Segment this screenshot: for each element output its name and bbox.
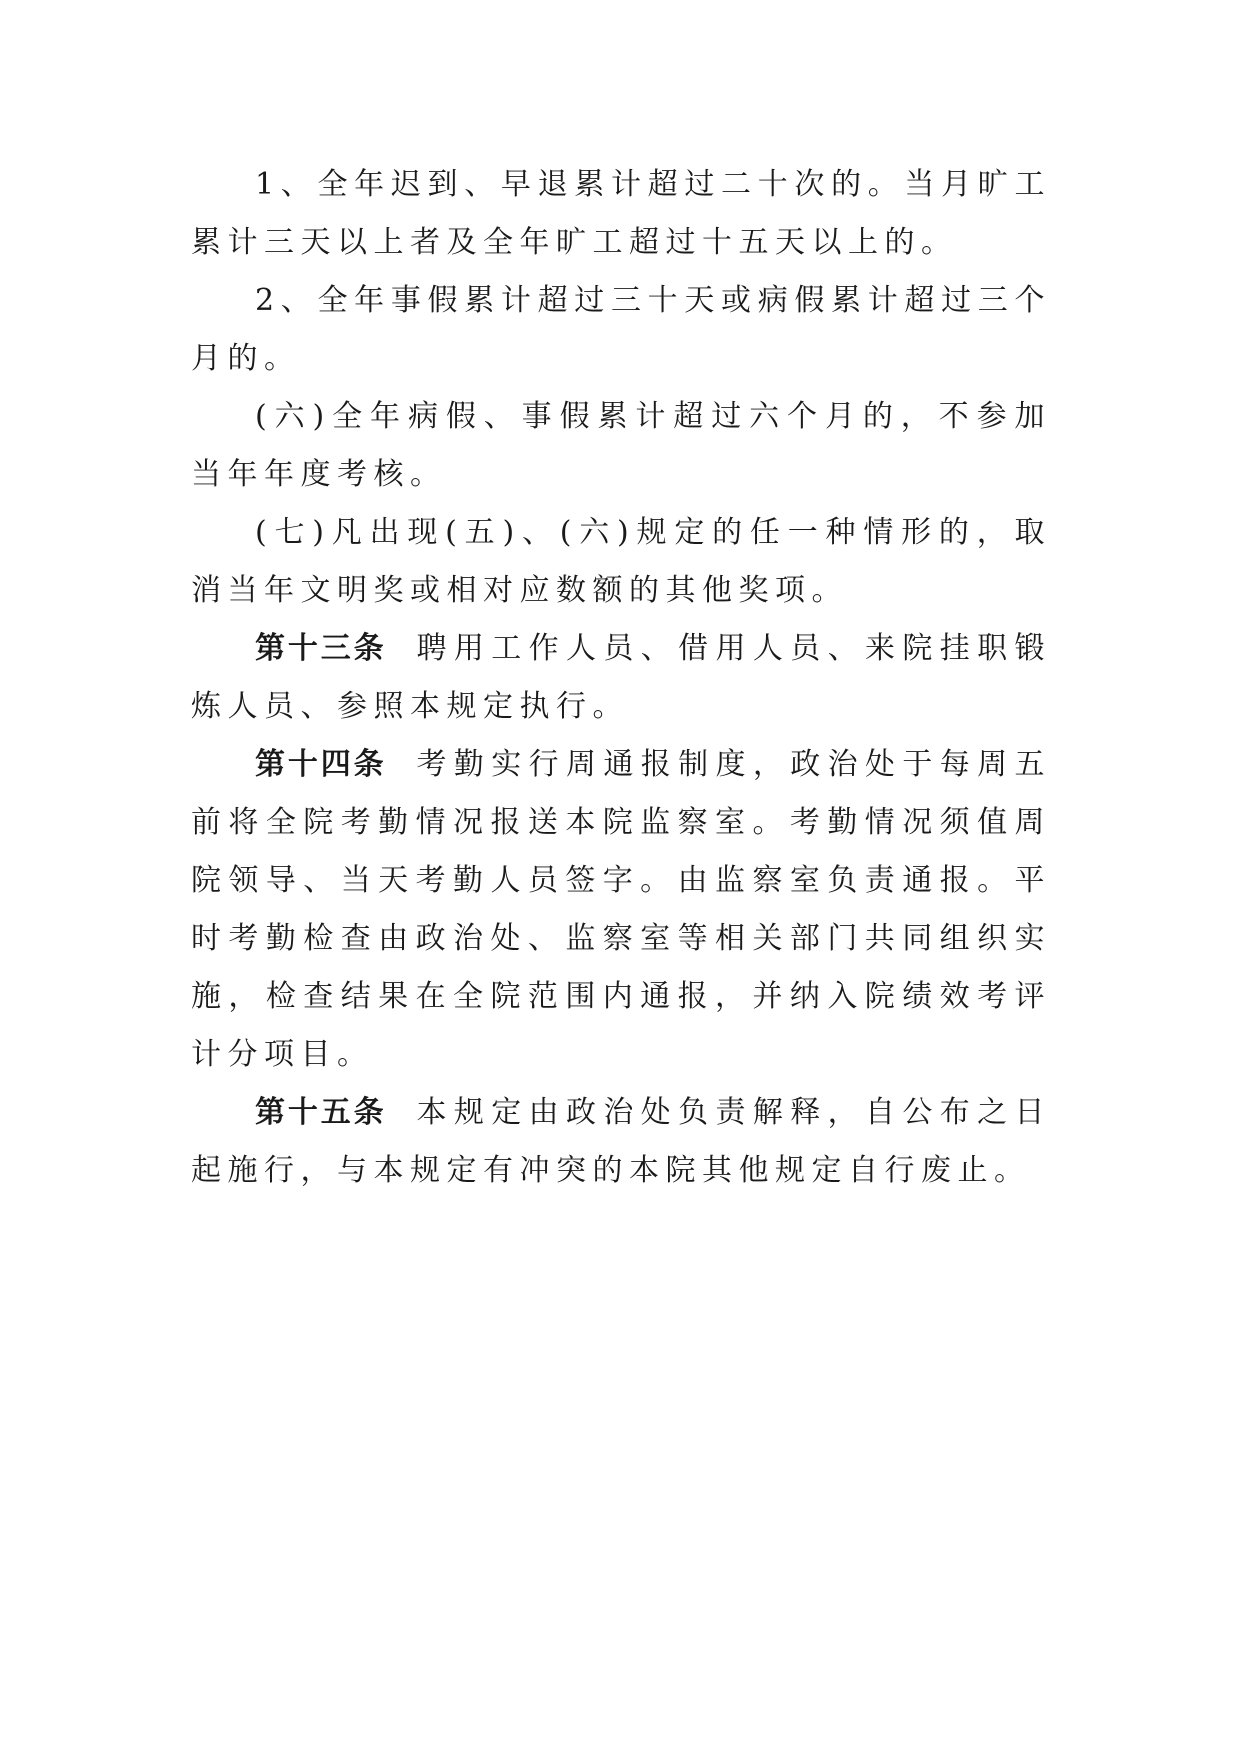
- paragraph-item-2: 2、全年事假累计超过三十天或病假累计超过三个月的。: [191, 283, 1051, 376]
- article-13-text: 聘用工作人员、借用人员、来院挂职锻炼人员、参照本规定执行。: [191, 631, 1051, 724]
- article-15: [191, 1084, 1051, 1200]
- article-14-text: 考勤实行周通报制度，政治处于每周五前将全院考勤情况报送本院监察室。考勤情况须值周院领导、当天考勤人员签字。由监察室负责通报。平时考勤检查由政治处、监察室等相关部门共同组织实施，检查结果在全院范围内通报，并纳入院绩效考评计分项目。: [191, 747, 1051, 1072]
- paragraph-item-seven: (七)凡出现(五)、(六)规定的任一种情形的，取消当年文明奖或相对应数额的其他奖项。: [191, 515, 1051, 608]
- paragraph-item-1: 1、全年迟到、早退累计超过二十次的。当月旷工累计三天以上者及全年旷工超过十五天以上的。: [191, 167, 1051, 260]
- document-page: [191, 156, 1051, 1200]
- article-13: [191, 620, 1051, 736]
- paragraph-item-six: (六)全年病假、事假累计超过六个月的，不参加当年年度考核。: [191, 399, 1051, 492]
- article-14-heading: 第十四条: [255, 747, 387, 782]
- article-15-heading: 第十五条: [255, 1095, 387, 1130]
- article-13-heading: 第十三条: [255, 631, 387, 666]
- article-14: [191, 736, 1051, 1084]
- article-15-text: 本规定由政治处负责解释，自公布之日起施行，与本规定有冲突的本院其他规定自行废止。: [191, 1095, 1051, 1188]
